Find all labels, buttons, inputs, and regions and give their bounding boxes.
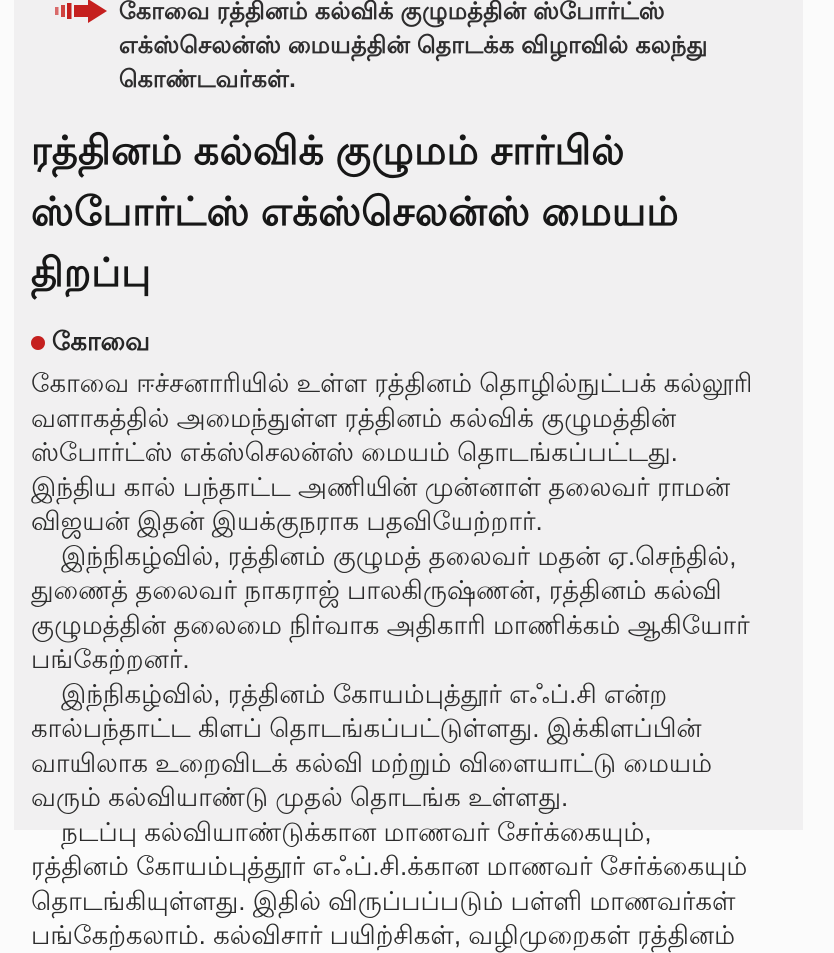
article-paragraph: இந்நிகழ்வில், ரத்தினம் கோயம்புத்தூர் எஃப்.சி என்ற கால்பந்தாட்ட கிளப் தொடங்கப்பட்டுள்ளது. இக்கிளப்பின் வாயிலாக உறைவிடக் கல்வி மற்றும் விளையாட்டு மையம் வரும் கல்வியாண்டு முதல் தொடங்க உள்ளது. xyxy=(31,678,713,812)
dateline-location: கோவை xyxy=(52,326,151,356)
headline xyxy=(31,121,781,304)
newspaper-clipping xyxy=(14,0,803,950)
red-arrow-icon xyxy=(55,0,107,23)
article-paragraph: இந்நிகழ்வில், ரத்தினம் குழுமத் தலைவர் மதன் ஏ.செந்தில், துணைத் தலைவர் நாகராஜ் பாலகிருஷ்ணன், ரத்தினம் கல்வி குழுமத்தின் தலைமை நிர்வாக அதிகாரி மாணிக்கம் ஆகியோர் பங்கேற்றனர். xyxy=(31,540,750,674)
article-paragraph: கோவை ஈச்சனாரியில் உள்ள ரத்தினம் தொழில்நுட்பக் கல்லூரி வளாகத்தில் அமைந்துள்ள ரத்தினம் கல்விக் குழுமத்தின் ஸ்போர்ட்ஸ் எக்ஸ்செலன்ஸ் மையம் தொடங்கப்பட்டது. இந்திய கால் பந்தாட்ட அணியின் முன்னாள் தலைவர் ராமன் விஜயன் இதன் இயக்குநராக பதவியேற்றார். xyxy=(31,368,753,536)
headline-line-2: ஸ்போர்ட்ஸ் எக்ஸ்செலன்ஸ் மையம் திறப்பு xyxy=(31,190,679,295)
article-body xyxy=(31,366,753,953)
photo-caption: கோவை ரத்தினம் கல்விக் குழுமத்தின் ஸ்போர்ட்ஸ் எக்ஸ்செலன்ஸ் மையத்தின் தொடக்க விழாவில் கலந்து கொண்டவர்கள். xyxy=(119,0,708,93)
dateline xyxy=(31,326,781,360)
red-bullet-icon xyxy=(31,336,45,350)
headline-line-1: ரத்தினம் கல்விக் குழுமம் சார்பில் xyxy=(31,129,625,173)
article-paragraph: நடப்பு கல்வியாண்டுக்கான மாணவர் சேர்க்கையும், ரத்தினம் கோயம்புத்தூர் எஃப்.சி.க்கான மாணவர் சேர்க்கையும் தொடங்கியுள்ளது. இதில் விருப்பப்படும் பள்ளி மாணவர்கள் பங்கேற்கலாம். கல்விசார் பயிற்சிகள், வழிமுறைகள் ரத்தினம் xyxy=(31,816,748,950)
photo-caption-block xyxy=(31,0,781,97)
